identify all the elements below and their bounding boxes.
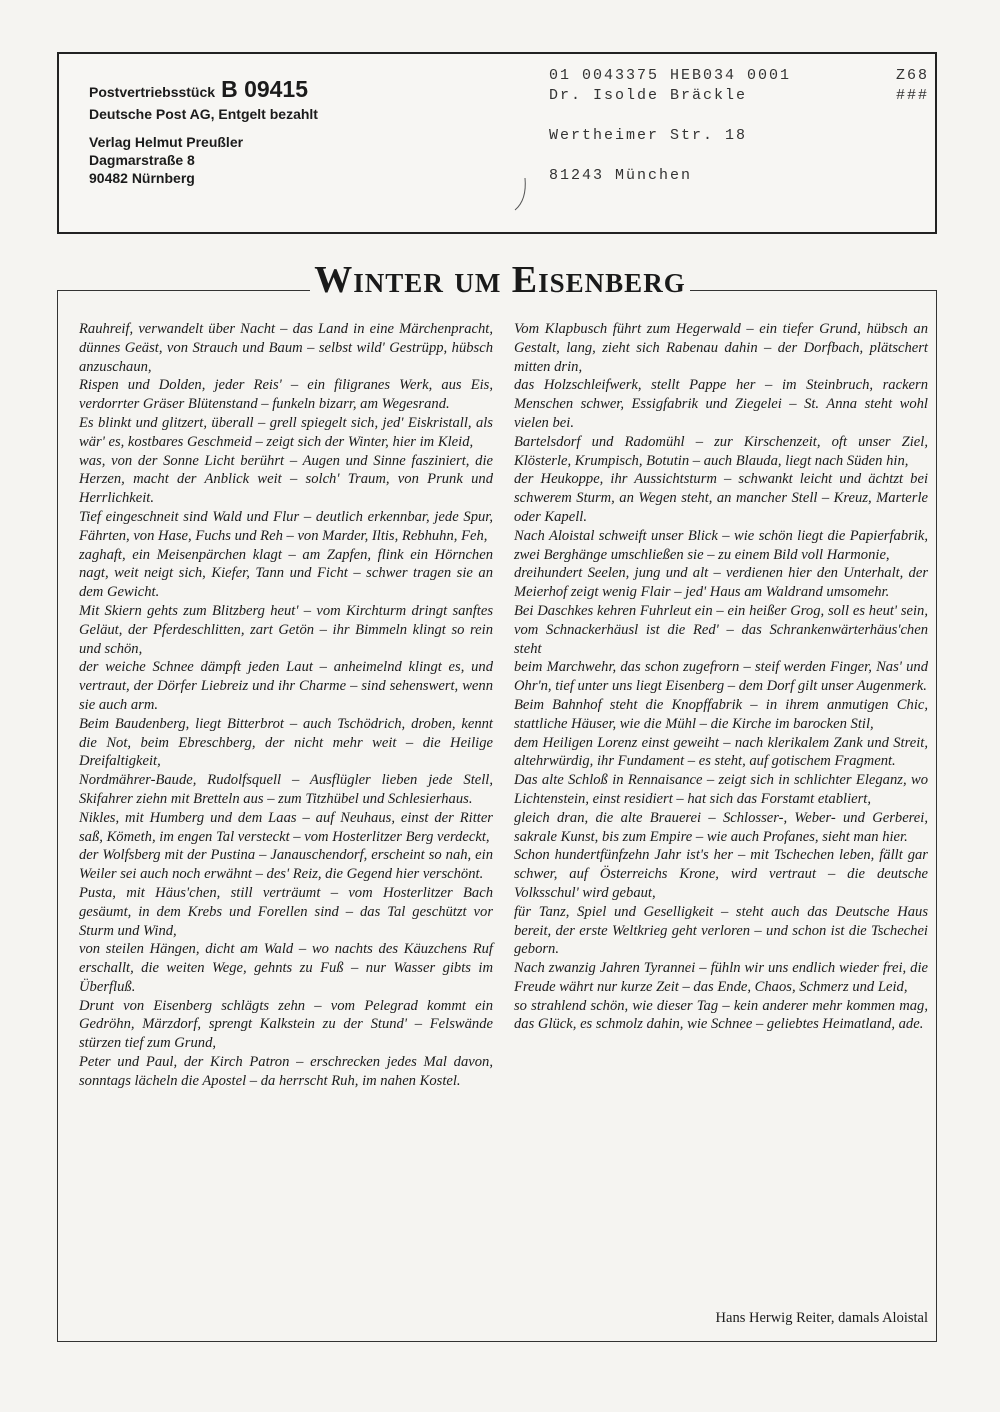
poem-verse: beim Marchwehr, das schon zugefrorn – steif werden Finger, Nas' und Ohr'n, tief unter uns liegt Eisenberg – dem Dorf gilt unser Augenmerk. <box>514 659 928 695</box>
poem-verse: Pusta, mit Häus'chen, still verträumt – vom Hosterlitzer Bach gesäumt, in dem Krebs und Forellen sind – das Tal geschützt vor Sturm und Wind, <box>79 884 493 939</box>
author-signature: Hans Herwig Reiter, damals Aloistal <box>715 1310 928 1326</box>
poem-verse: Bei Daschkes kehren Fuhrleut ein – ein heißer Grog, soll es heut' sein, vom Schnackerhäusl ist die Red' – das Schrankenwärterhäus'chen steht <box>514 602 928 657</box>
recipient-name-right: ### <box>895 87 929 104</box>
poem-verse: Es blinkt und glitzert, überall – grell spiegelt sich, jed' Eiskristall, als wär' es, kostbares Geschmeid – zeigt sich der Winter, hier im Kleid, <box>79 414 493 450</box>
article-title <box>0 258 1000 302</box>
poem-verse: Drunt von Eisenberg schlägts zehn – vom Pelegrad kommt ein Gedröhn, Märzdorf, sprengt Kalkstein zu der Stund' – Felswände stürzen tief zum Grund, <box>79 997 493 1052</box>
sender-block <box>89 76 318 187</box>
poem-column-right <box>514 320 928 1034</box>
poem-verse: der Wolfsberg mit der Pustina – Janauschendorf, erscheint so nah, ein Weiler sei auch noch erwähnt – des' Reiz, die Gegend hier verschönt. <box>79 847 493 883</box>
poem-verse: so strahlend schön, wie dieser Tag – kein anderer mehr kommen mag, das Glück, es schmolz dahin, wie Schnee – geliebtes Heimatland, ade. <box>514 997 928 1033</box>
poem-verse: von steilen Hängen, dicht am Wald – wo nachts des Käuzchens Ruf erschallt, die weiten Wege, gehnts zu Fuß – nur Wasser gibts im Überfluß. <box>79 941 493 995</box>
poem-verse: Bartelsdorf und Radomühl – zur Kirschenzeit, oft unser Ziel, Klösterle, Krumpisch, Botutin – auch Blauda, liegt nach Süden hin, <box>514 433 928 469</box>
poem-verse: Das alte Schloß in Rennaisance – zeigt sich in schlichter Eleganz, wo Lichtenstein, einst residiert – hat sich das Forstamt etabliert, <box>514 772 928 807</box>
poem-verse: Mit Skiern gehts zum Blitzberg heut' – vom Kirchturm dringt sanftes Geläut, der Pferdeschlitten, zart Getön – ihr Bimmeln klingt so rein und schön, <box>79 602 493 657</box>
postvertrieb-line <box>89 76 318 102</box>
poem-verse: Rispen und Dolden, jeder Reis' – ein filigranes Werk, aus Eis, verdorrter Gräser Blütenstand – funkeln bizarr, am Wegesrand. <box>79 377 493 413</box>
poem-verse: Nach Aloistal schweift unser Blick – wie schön liegt die Papierfabrik, zwei Berghänge umschließen sie – zu einem Bild voll Harmonie, <box>514 527 928 563</box>
poem-verse: Nikles, mit Humberg und dem Laas – auf Neuhaus, einst der Ritter saß, Kömeth, im engen Tal versteckt – vom Hosterlitzer Berg verdeckt, <box>79 809 493 845</box>
poem-verse: gleich dran, die alte Brauerei – Schlosser-, Weber- und Gerberei, sakrale Kunst, bis zum Empire – wie auch Profanes, sieht man hier. <box>514 809 928 845</box>
poem-verse: Tief eingeschneit sind Wald und Flur – deutlich erkennbar, jede Spur, Fährten, von Hase, Fuchs und Reh – von Marder, Iltis, Rebhuhn, Feh, <box>79 508 493 544</box>
address-label <box>57 52 937 234</box>
recipient-code: 01 0043375 HEB034 0001 <box>549 67 792 84</box>
postvertrieb-number: B 09415 <box>221 76 309 102</box>
recipient-block <box>549 66 929 186</box>
publisher-street: Dagmarstraße 8 <box>89 152 195 168</box>
poem-verse: Beim Baudenberg, liegt Bitterbrot – auch Tschödrich, droben, kennt die Not, beim Ebreschberg, der nicht mehr weit – die Heilige Dreifaltigkeit, <box>79 715 493 770</box>
recipient-code-right: Z68 <box>895 67 929 84</box>
poem-verse: für Tanz, Spiel und Geselligkeit – steht auch das Deutsche Haus bereit, der erste Weltkrieg geht verloren – und schon ist die Tschechei geborn. <box>514 903 928 958</box>
poem-verse: Vom Klapbusch führt zum Hegerwald – ein tiefer Grund, hübsch an Gestalt, lang, zieht sich Rabenau dahin – der Dorfbach, plätschert mitten drin, <box>514 321 928 375</box>
poem-verse: Rauhreif, verwandelt über Nacht – das Land in eine Märchenpracht, dünnes Geäst, von Strauch und Baum – selbst wild' Gestrüpp, hübsch anzuschaun, <box>79 321 493 375</box>
poem-verse: dem Heiligen Lorenz einst geweiht – nach klerikalem Zank und Streit, altehrwürdig, ihr Fundament – es steht, auf gotischem Fragment. <box>514 734 928 770</box>
poem-column-left <box>79 320 493 1091</box>
poem-verse: zaghaft, ein Meisenpärchen klagt – am Zapfen, flink ein Hörnchen nagt, weit neigt sich, Kiefer, Tann und Ficht – schwer tragen sie an dem Gewicht. <box>79 546 493 601</box>
recipient-street: Wertheimer Str. 18 <box>549 127 748 144</box>
poem-verse: Nach zwanzig Jahren Tyrannei – fühln wir uns endlich wieder frei, die Freude währt nur kurze Zeit – das Ende, Chaos, Schmerz und Leid, <box>514 960 928 995</box>
publisher-name: Verlag Helmut Preußler <box>89 134 244 150</box>
recipient-name: Dr. Isolde Bräckle <box>549 87 748 104</box>
publisher-city: 90482 Nürnberg <box>89 170 195 186</box>
article-title-text: Winter um Eisenberg <box>314 259 686 301</box>
window-fold-mark <box>511 174 541 214</box>
poem-verse: das Holzschleifwerk, stellt Pappe her – im Steinbruch, rackern Menschen schwer, Essigfabrik und Ziegelei – St. Anna steht wohl vielen bei. <box>514 377 928 431</box>
poem-verse: Peter und Paul, der Kirch Patron – erschrecken jedes Mal davon, sonntags lächeln die Apostel – da herrscht Ruh, im nahen Kostel. <box>79 1054 493 1089</box>
poem-verse: was, von der Sonne Licht berührt – Augen und Sinne fasziniert, die Herzen, macht der Anblick weit – solch' Traum, von Prunk und Herrlichkeit. <box>79 452 493 507</box>
post-line: Deutsche Post AG, Entgelt bezahlt <box>89 106 318 122</box>
poem-verse: Schon hundertfünfzehn Jahr ist's her – mit Tschechen leben, fällt gar schwer, auf Österreichs Krone, wird vertraut – die deutsche Volksschul' wird gebaut, <box>514 847 928 901</box>
recipient-city: 81243 München <box>549 167 693 184</box>
poem-verse: der Heukoppe, ihr Aussichtsturm – schwankt leicht und ächtzt bei schwerem Sturm, an Wegen steht, an mancher Stell – Kreuz, Marterle oder Kapell. <box>514 471 928 525</box>
poem-verse: dreihundert Seelen, jung und alt – verdienen hier den Unterhalt, der Meierhof zeigt wenig Flair – jed' Haus am Waldrand umsomehr. <box>514 565 928 601</box>
poem-verse: Nordmährer-Baude, Rudolfsquell – Ausflügler lieben jede Stell, Skifahrer ziehn mit Bretteln aus – zum Titzhübel und Schlesierhaus. <box>79 772 493 807</box>
postvertrieb-label: Postvertriebsstück <box>89 84 216 100</box>
poem-verse: Beim Bahnhof steht die Knopffabrik – in ihrem anmutigen Chic, stattliche Häuser, wie die Mühl – die Kirche im barocken Stil, <box>514 696 928 732</box>
poem-verse: der weiche Schnee dämpft jeden Laut – anheimelnd klingt es, und vertraut, der Dörfer Liebreiz und ihr Charme – sind sehenswert, wenn sie auch arm. <box>79 659 493 713</box>
